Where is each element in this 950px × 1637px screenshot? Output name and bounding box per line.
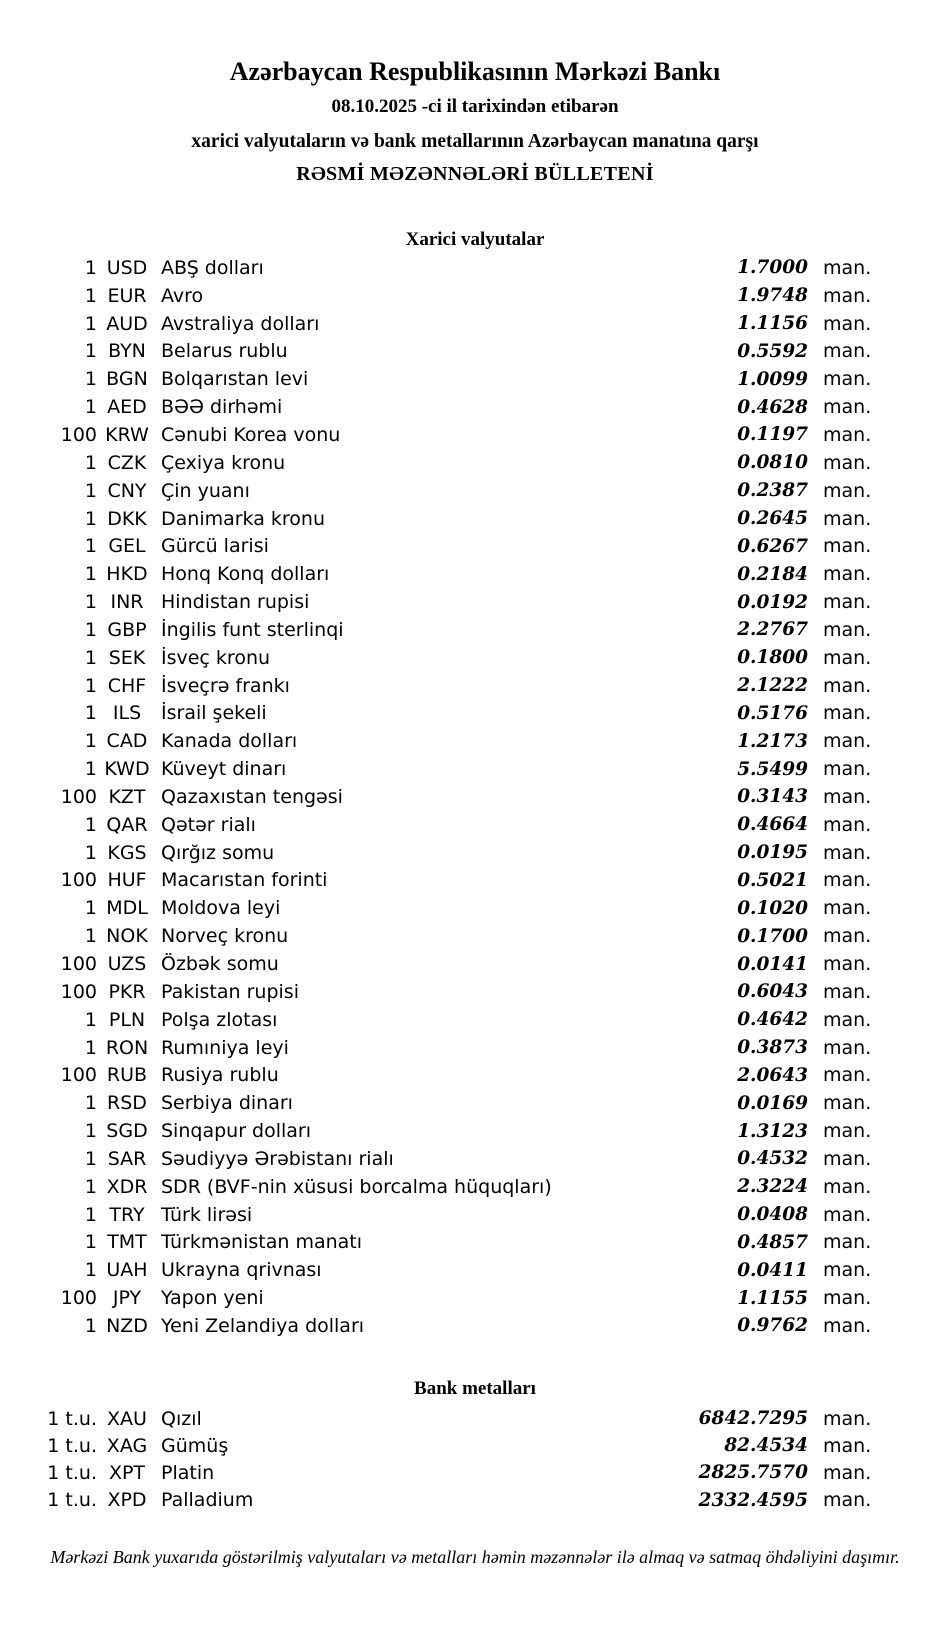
row-rate: 0.5021 [737, 869, 808, 891]
row-unit-label: man. [823, 702, 872, 725]
row-code: GEL [108, 535, 146, 558]
row-unit-label: man. [823, 1036, 872, 1059]
row-quantity: 1 [84, 284, 97, 307]
row-rate: 1.1156 [737, 313, 808, 335]
row-name: İsveçrə frankı [161, 674, 290, 697]
row-quantity: 1 [84, 674, 97, 697]
effective-date-line: 08.10.2025 -ci il tarixindən etibarən [331, 96, 619, 117]
row-unit-label: man. [823, 869, 872, 892]
rate-row [40, 365, 872, 393]
row-code: NZD [106, 1314, 148, 1337]
row-quantity: 1 [84, 563, 97, 586]
row-code: DKK [107, 507, 147, 530]
row-code: KWD [104, 758, 150, 781]
row-unit-label: man. [823, 563, 872, 586]
row-code: HKD [106, 563, 148, 586]
row-rate: 0.2645 [737, 508, 808, 530]
rate-row [40, 1201, 872, 1229]
rate-row [40, 978, 872, 1006]
rate-row [40, 1312, 872, 1340]
row-unit-label: man. [823, 646, 872, 669]
row-name: İngilis funt sterlinqi [161, 618, 344, 641]
row-unit-label: man. [823, 618, 872, 641]
rate-row [40, 310, 872, 338]
row-name: Çexiya kronu [161, 451, 286, 474]
row-rate: 0.2184 [737, 563, 808, 585]
row-quantity: 1 [84, 730, 97, 753]
rate-row [40, 867, 872, 895]
row-unit-label: man. [823, 284, 872, 307]
rate-row [40, 588, 872, 616]
row-quantity: 1 [84, 535, 97, 558]
row-quantity: 1 [84, 256, 97, 279]
rate-row [40, 477, 872, 505]
row-rate: 0.1020 [737, 897, 808, 919]
row-quantity: 1 [84, 702, 97, 725]
row-rate: 0.6043 [737, 981, 808, 1003]
row-quantity: 100 [60, 423, 97, 446]
row-rate: 0.9762 [737, 1315, 808, 1337]
row-code: KZT [108, 785, 146, 808]
rate-row [40, 1432, 872, 1459]
row-name: Gümüş [161, 1434, 229, 1457]
row-name: Palladium [161, 1489, 254, 1512]
footer-note: Mərkəzi Bank yuxarıda göstərilmiş valyutaları və metalları həmin məzənnələr ilə almaq və satmaq öhdəliyini daşımır. [50, 1546, 900, 1567]
row-name: Avstraliya dolları [161, 312, 320, 335]
row-quantity: 1 t.u. [47, 1407, 97, 1430]
row-quantity: 1 [84, 479, 97, 502]
rate-row [40, 755, 872, 783]
row-rate: 1.1155 [737, 1287, 808, 1309]
row-unit-label: man. [823, 1092, 872, 1115]
row-unit-label: man. [823, 1287, 872, 1310]
row-name: Polşa zlotası [161, 1008, 278, 1031]
rate-row [40, 1145, 872, 1173]
row-quantity: 1 [84, 758, 97, 781]
row-rate: 2.2767 [737, 619, 808, 641]
row-quantity: 100 [60, 980, 97, 1003]
row-code: MDL [106, 897, 148, 920]
row-unit-label: man. [823, 980, 872, 1003]
rate-row [40, 922, 872, 950]
row-quantity: 1 t.u. [47, 1461, 97, 1484]
row-code: ILS [112, 702, 142, 725]
bank-name-title: Azərbaycan Respublikasının Mərkəzi Bankı [229, 57, 721, 86]
rate-row [40, 254, 872, 282]
row-unit-label: man. [823, 479, 872, 502]
row-code: GBP [107, 618, 147, 641]
rate-row [40, 700, 872, 728]
row-rate: 1.3123 [737, 1120, 808, 1142]
row-name: Küveyt dinarı [161, 758, 287, 781]
row-name: Gürcü larisi [161, 535, 269, 558]
row-code: RUB [106, 1064, 148, 1087]
row-unit-label: man. [823, 1064, 872, 1087]
row-unit-label: man. [823, 535, 872, 558]
row-unit-label: man. [823, 785, 872, 808]
row-name: Serbiya dinarı [161, 1092, 293, 1115]
rate-row [40, 560, 872, 588]
row-code: TMT [107, 1231, 147, 1254]
row-quantity: 1 [84, 340, 97, 363]
row-code: QAR [106, 813, 148, 836]
row-quantity: 100 [60, 869, 97, 892]
row-code: XAU [107, 1407, 147, 1430]
row-quantity: 1 [84, 1092, 97, 1115]
row-rate: 0.4664 [737, 814, 808, 836]
row-code: UAH [106, 1259, 148, 1282]
row-rate: 0.4628 [737, 396, 808, 418]
rate-row [40, 1089, 872, 1117]
rate-row [40, 532, 872, 560]
row-code: AUD [106, 312, 148, 335]
row-name: Hindistan rupisi [161, 591, 310, 614]
row-quantity: 1 [84, 1175, 97, 1198]
currencies-section-heading: Xarici valyutalar [405, 229, 545, 250]
row-quantity: 1 t.u. [47, 1489, 97, 1512]
row-code: XDR [106, 1175, 148, 1198]
row-quantity: 1 t.u. [47, 1434, 97, 1457]
row-rate: 0.3143 [737, 786, 808, 808]
row-code: RSD [107, 1092, 147, 1115]
row-name: Bolqarıstan levi [161, 368, 309, 391]
row-name: Qızıl [161, 1407, 202, 1430]
row-code: CHF [107, 674, 147, 697]
row-rate: 0.0408 [737, 1204, 808, 1226]
row-name: Sinqapur dolları [161, 1120, 312, 1143]
row-rate: 1.2173 [737, 730, 808, 752]
row-code: KGS [107, 841, 147, 864]
rate-row [40, 894, 872, 922]
row-quantity: 1 [84, 1008, 97, 1031]
row-code: JPY [112, 1287, 142, 1310]
row-name: Yapon yeni [161, 1287, 264, 1310]
row-name: Kanada dolları [161, 730, 298, 753]
rate-row [40, 1405, 872, 1432]
row-name: Ukrayna qrivnası [161, 1259, 322, 1282]
row-rate: 0.2387 [737, 480, 808, 502]
rate-row [40, 783, 872, 811]
row-name: Qırğız somu [161, 841, 275, 864]
rate-row [40, 1117, 872, 1145]
row-name: Qazaxıstan tengəsi [161, 785, 343, 808]
row-name: İsrail şekeli [161, 702, 267, 725]
row-unit-label: man. [823, 1120, 872, 1143]
row-rate: 2825.7570 [698, 1462, 808, 1484]
row-quantity: 1 [84, 312, 97, 335]
row-code: RON [105, 1036, 149, 1059]
row-quantity: 1 [84, 1036, 97, 1059]
row-rate: 0.3873 [737, 1037, 808, 1059]
bulletin-title: RƏSMİ MƏZƏNNƏLƏRİ BÜLLETENİ [296, 163, 654, 185]
row-unit-label: man. [823, 1489, 872, 1512]
row-unit-label: man. [823, 1434, 872, 1457]
row-rate: 0.6267 [737, 535, 808, 557]
row-rate: 0.0192 [737, 591, 808, 613]
row-rate: 0.0195 [737, 842, 808, 864]
rate-row [40, 449, 872, 477]
row-code: BYN [108, 340, 146, 363]
row-quantity: 100 [60, 1064, 97, 1087]
row-code: XAG [106, 1434, 148, 1457]
row-rate: 0.0169 [737, 1092, 808, 1114]
rate-row [40, 644, 872, 672]
row-unit-label: man. [823, 1259, 872, 1282]
row-unit-label: man. [823, 1407, 872, 1430]
row-unit-label: man. [823, 368, 872, 391]
row-rate: 0.0141 [737, 953, 808, 975]
row-name: Özbək somu [161, 953, 279, 976]
row-code: HUF [107, 869, 147, 892]
row-unit-label: man. [823, 396, 872, 419]
row-rate: 0.4857 [737, 1231, 808, 1253]
subject-line: xarici valyutaların və bank metallarının Azərbaycan manatına qarşı [191, 131, 759, 152]
row-unit-label: man. [823, 953, 872, 976]
row-code: UZS [107, 953, 147, 976]
row-quantity: 1 [84, 507, 97, 530]
row-rate: 0.1700 [737, 925, 808, 947]
rate-row [40, 421, 872, 449]
row-code: NOK [106, 925, 148, 948]
row-quantity: 1 [84, 1314, 97, 1337]
row-quantity: 1 [84, 897, 97, 920]
row-quantity: 1 [84, 1147, 97, 1170]
row-rate: 0.0411 [737, 1259, 808, 1281]
row-name: Honq Konq dolları [161, 563, 330, 586]
row-code: CNY [107, 479, 147, 502]
row-unit-label: man. [823, 674, 872, 697]
row-quantity: 1 [84, 451, 97, 474]
row-name: BƏƏ dirhəmi [161, 396, 283, 419]
row-name: Səudiyyə Ərəbistanı rialı [161, 1147, 394, 1170]
rate-row [40, 1173, 872, 1201]
row-name: Cənubi Korea vonu [161, 423, 341, 446]
row-name: Yeni Zelandiya dolları [161, 1314, 365, 1337]
row-unit-label: man. [823, 423, 872, 446]
row-code: SGD [106, 1120, 148, 1143]
row-rate: 0.1800 [737, 647, 808, 669]
row-code: XPT [108, 1461, 146, 1484]
row-unit-label: man. [823, 1314, 872, 1337]
row-quantity: 1 [84, 1259, 97, 1282]
row-name: Türkmənistan manatı [161, 1231, 363, 1254]
row-code: INR [110, 591, 144, 614]
row-unit-label: man. [823, 1175, 872, 1198]
row-code: SEK [108, 646, 146, 669]
row-code: TRY [109, 1203, 145, 1226]
row-rate: 6842.7295 [698, 1408, 808, 1429]
row-unit-label: man. [823, 507, 872, 530]
row-code: USD [106, 256, 148, 279]
rate-row [40, 727, 872, 755]
rate-row [40, 839, 872, 867]
row-code: PLN [108, 1008, 146, 1031]
rate-row [40, 1034, 872, 1062]
row-rate: 0.5176 [737, 702, 808, 724]
currency-rates-table [40, 254, 872, 1340]
row-rate: 1.9748 [737, 285, 808, 307]
row-quantity: 1 [84, 1120, 97, 1143]
row-quantity: 1 [84, 396, 97, 419]
row-quantity: 1 [84, 646, 97, 669]
row-rate: 82.4534 [724, 1435, 808, 1457]
row-name: Rumıniya leyi [161, 1036, 289, 1059]
row-rate: 2.0643 [737, 1064, 808, 1086]
row-unit-label: man. [823, 1147, 872, 1170]
row-name: Moldova leyi [161, 897, 281, 920]
rate-row [40, 505, 872, 533]
row-code: XPD [107, 1489, 147, 1512]
rate-row [40, 1006, 872, 1034]
rate-row [40, 1229, 872, 1257]
row-quantity: 1 [84, 618, 97, 641]
row-name: Belarus rublu [161, 340, 288, 363]
row-unit-label: man. [823, 256, 872, 279]
row-unit-label: man. [823, 312, 872, 335]
row-quantity: 100 [60, 1287, 97, 1310]
rate-row [40, 950, 872, 978]
row-rate: 0.5592 [737, 340, 808, 362]
row-unit-label: man. [823, 340, 872, 363]
row-code: PKR [108, 980, 146, 1003]
row-name: Norveç kronu [161, 925, 289, 948]
row-name: Çin yuanı [161, 479, 250, 502]
rate-row [40, 393, 872, 421]
rate-row [40, 616, 872, 644]
row-name: Qətər rialı [161, 813, 256, 836]
row-rate: 0.4532 [737, 1148, 808, 1170]
row-unit-label: man. [823, 758, 872, 781]
metal-rates-table [40, 1405, 872, 1514]
row-rate: 2332.4595 [698, 1489, 808, 1511]
row-unit-label: man. [823, 925, 872, 948]
row-quantity: 1 [84, 591, 97, 614]
row-code: CAD [106, 730, 148, 753]
row-unit-label: man. [823, 451, 872, 474]
row-unit-label: man. [823, 897, 872, 920]
row-name: Avro [161, 284, 204, 307]
row-code: AED [107, 396, 147, 419]
row-code: EUR [107, 284, 147, 307]
rate-row [40, 1284, 872, 1312]
row-rate: 2.3224 [737, 1176, 808, 1198]
row-quantity: 1 [84, 925, 97, 948]
row-code: KRW [105, 423, 149, 446]
row-name: Danimarka kronu [161, 507, 326, 530]
row-name: İsveç kronu [161, 646, 271, 669]
metals-section-heading: Bank metalları [414, 1377, 536, 1399]
row-quantity: 1 [84, 368, 97, 391]
row-code: BGN [106, 368, 148, 391]
row-unit-label: man. [823, 1461, 872, 1484]
rate-row [40, 1061, 872, 1089]
row-quantity: 1 [84, 841, 97, 864]
row-quantity: 100 [60, 953, 97, 976]
row-rate: 2.1222 [737, 675, 808, 697]
row-rate: 0.1197 [737, 424, 808, 446]
row-rate: 0.4642 [737, 1009, 808, 1031]
row-quantity: 100 [60, 785, 97, 808]
rate-row [40, 1486, 872, 1513]
row-quantity: 1 [84, 1231, 97, 1254]
rate-row [40, 672, 872, 700]
row-unit-label: man. [823, 813, 872, 836]
row-name: Macarıstan forinti [161, 869, 328, 892]
rate-row [40, 1459, 872, 1486]
row-rate: 5.5499 [737, 758, 808, 780]
row-name: ABŞ dolları [161, 256, 264, 279]
rate-row [40, 1256, 872, 1284]
row-quantity: 1 [84, 1203, 97, 1226]
rate-row [40, 338, 872, 366]
row-name: Türk lirəsi [161, 1203, 253, 1226]
row-name: Rusiya rublu [161, 1064, 279, 1087]
row-unit-label: man. [823, 1231, 872, 1254]
row-unit-label: man. [823, 841, 872, 864]
rate-row [40, 811, 872, 839]
rate-row [40, 282, 872, 310]
row-code: CZK [107, 451, 147, 474]
row-unit-label: man. [823, 1203, 872, 1226]
row-name: Pakistan rupisi [161, 980, 299, 1003]
row-rate: 1.0099 [737, 368, 808, 390]
row-rate: 0.0810 [737, 452, 808, 474]
row-name: SDR (BVF-nin xüsusi borcalma hüquqları) [161, 1175, 552, 1198]
row-unit-label: man. [823, 591, 872, 614]
row-name: Platin [161, 1461, 215, 1484]
row-unit-label: man. [823, 730, 872, 753]
row-unit-label: man. [823, 1008, 872, 1031]
row-code: SAR [107, 1147, 147, 1170]
row-rate: 1.7000 [737, 257, 808, 279]
row-quantity: 1 [84, 813, 97, 836]
